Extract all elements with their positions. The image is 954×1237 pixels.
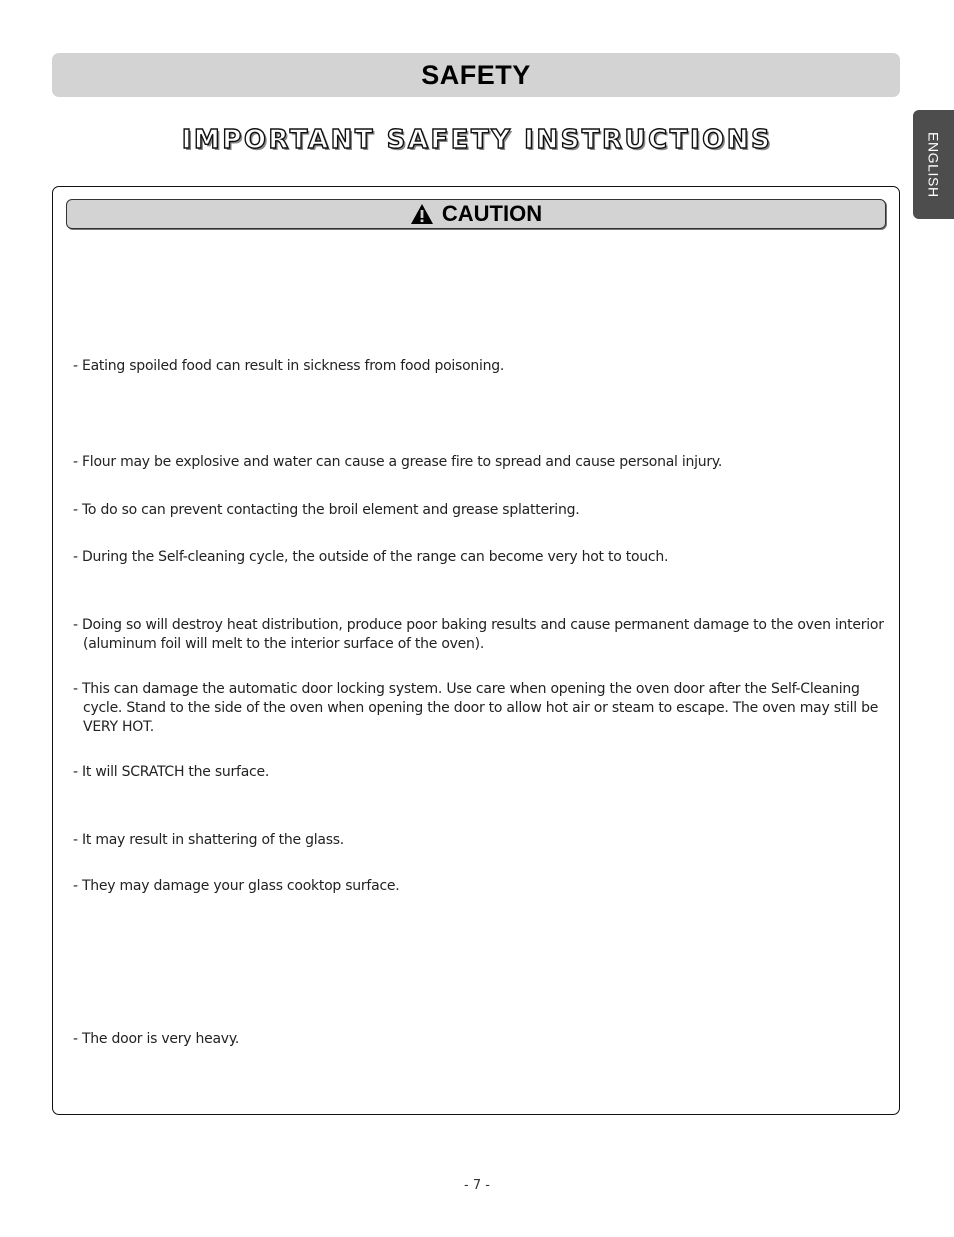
section-header [52, 53, 900, 97]
caution-note: - Flour may be explosive and water can cause a grease fire to spread and cause personal injury. [73, 454, 723, 470]
caution-banner [66, 199, 886, 229]
page-heading: IMPORTANT SAFETY INSTRUCTIONS [181, 125, 773, 155]
caution-note: - Doing so will destroy heat distribution, produce poor baking results and cause permanent damage to the oven interior (aluminum foil will melt to the interior surface of the oven). [73, 617, 884, 652]
language-tab-label: ENGLISH [925, 131, 942, 198]
caution-note: - During the Self-cleaning cycle, the outside of the range can become very hot to touch. [73, 549, 669, 565]
page-number: - 7 - [464, 1178, 490, 1193]
section-title: SAFETY [421, 59, 531, 90]
caution-note: - This can damage the automatic door locking system. Use care when opening the oven door after the Self-Cleaning cycle. Stand to the side of the oven when opening the door to allow hot air or steam to escape. The oven may still be VERY HOT. [73, 681, 879, 735]
caution-note: - Eating spoiled food can result in sickness from food poisoning. [73, 358, 505, 374]
caution-note: - To do so can prevent contacting the broil element and grease splattering. [73, 502, 580, 518]
caution-box [52, 186, 900, 1115]
caution-note: - They may damage your glass cooktop surface. [73, 878, 400, 894]
caution-note: - It may result in shattering of the glass. [73, 832, 344, 848]
caution-note: - It will SCRATCH the surface. [73, 764, 270, 780]
caution-note: - The door is very heavy. [73, 1031, 240, 1047]
caution-label: CAUTION [441, 201, 543, 226]
warning-triangle-icon [410, 203, 434, 225]
